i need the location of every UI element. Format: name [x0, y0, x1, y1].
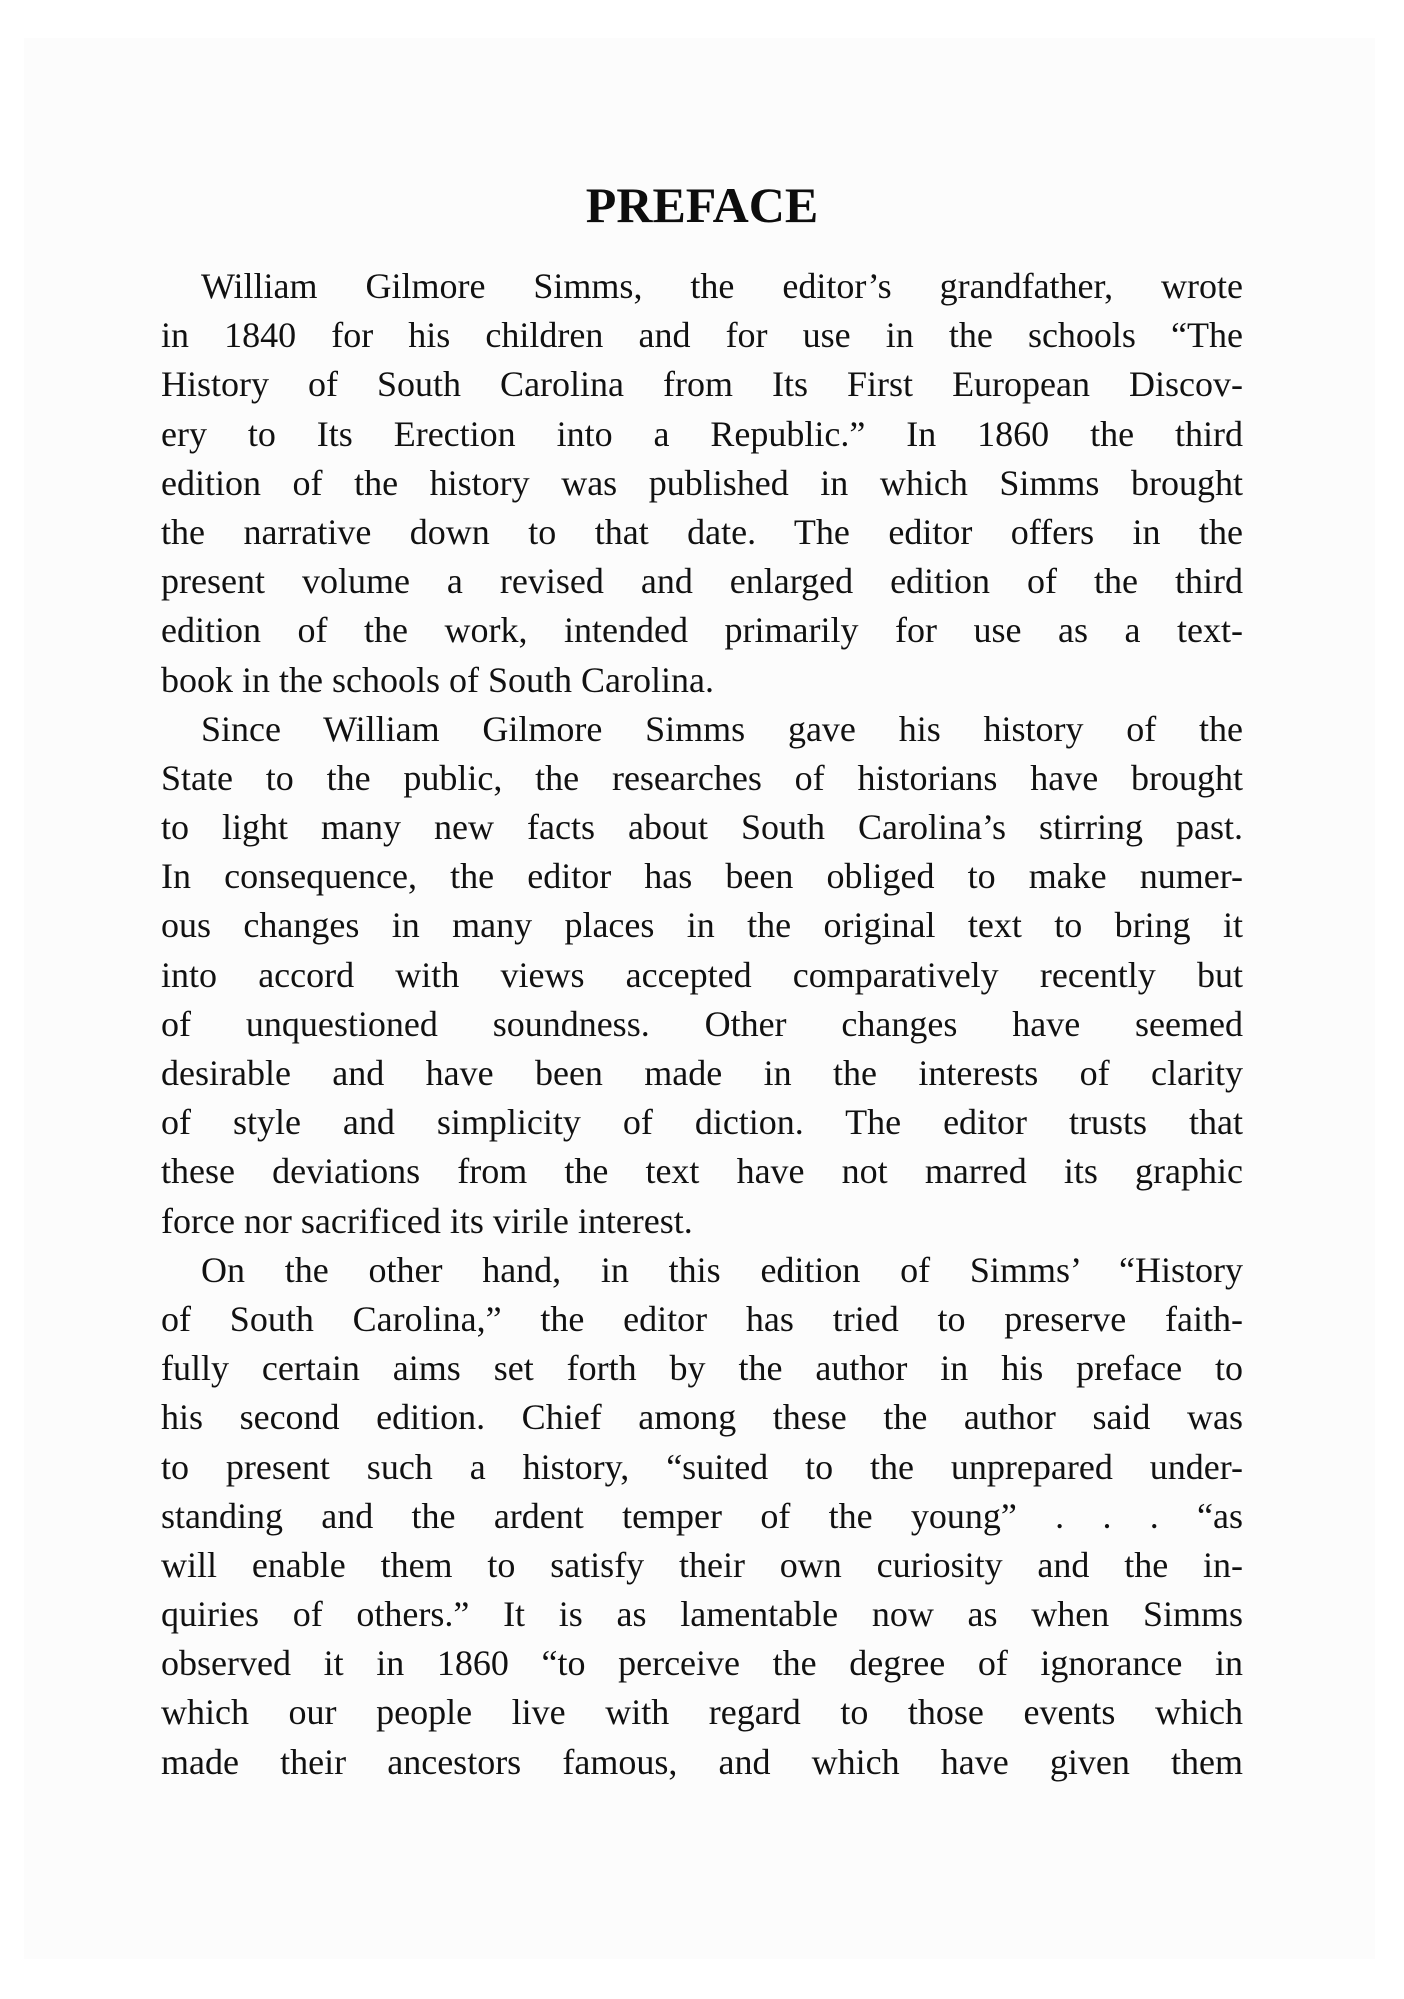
text-line: made their ancestors famous, and which have given them [161, 1741, 1243, 1782]
text-line: ous changes in many places in the original text to bring it [161, 905, 1243, 946]
text-line: these deviations from the text have not marred its graphic [161, 1151, 1243, 1192]
text-line: In consequence, the editor has been obliged to make numer- [161, 856, 1243, 897]
text-line: fully certain aims set forth by the author in his preface to [161, 1348, 1243, 1389]
text-line: ery to Its Erection into a Republic.” In 1860 the third [161, 413, 1243, 454]
text-line: of South Carolina,” the editor has tried to preserve faith- [161, 1298, 1243, 1339]
text-line: of unquestioned soundness. Other changes have seemed [161, 1003, 1243, 1044]
text-line: William Gilmore Simms, the editor’s grandfather, wrote [201, 266, 1243, 306]
paragraph-1 [161, 262, 1243, 705]
text-line: will enable them to satisfy their own curiosity and the in- [161, 1544, 1243, 1585]
text-line: in 1840 for his children and for use in the schools “The [161, 315, 1243, 356]
text-line: force nor sacrificed its virile interest. [161, 1200, 693, 1241]
text-line: book in the schools of South Carolina. [161, 659, 714, 700]
text-line: edition of the history was published in which Simms brought [161, 462, 1243, 503]
text-line: his second edition. Chief among these the author said was [161, 1397, 1243, 1438]
text-line: desirable and have been made in the interests of clarity [161, 1053, 1243, 1093]
text-line: On the other hand, in this edition of Simms’ “History [201, 1249, 1243, 1290]
text-line: edition of the work, intended primarily for use as a text- [161, 610, 1243, 651]
text-line: which our people live with regard to those events which [161, 1692, 1243, 1733]
text-line: History of South Carolina from Its First European Discov- [161, 364, 1243, 405]
preface-body [161, 262, 1243, 1787]
text-line: to present such a history, “suited to the unprepared under- [161, 1446, 1243, 1487]
text-line: the narrative down to that date. The editor offers in the [161, 511, 1243, 552]
text-line: Since William Gilmore Simms gave his history of the [201, 708, 1243, 749]
paragraph-2 [161, 705, 1243, 1246]
text-line: into accord with views accepted comparatively recently but [161, 954, 1243, 995]
text-line: present volume a revised and enlarged edition of the third [161, 561, 1243, 602]
text-line: standing and the ardent temper of the young” . . . “as [161, 1495, 1243, 1536]
text-line: State to the public, the researches of historians have brought [161, 757, 1243, 798]
text-line: to light many new facts about South Carolina’s stirring past. [161, 807, 1243, 848]
paragraph-3 [161, 1246, 1243, 1787]
page-title: PREFACE [585, 177, 819, 233]
text-line: observed it in 1860 “to perceive the degree of ignorance in [161, 1643, 1243, 1684]
text-line: quiries of others.” It is as lamentable now as when Simms [161, 1594, 1243, 1635]
text-line: of style and simplicity of diction. The editor trusts that [161, 1102, 1243, 1143]
